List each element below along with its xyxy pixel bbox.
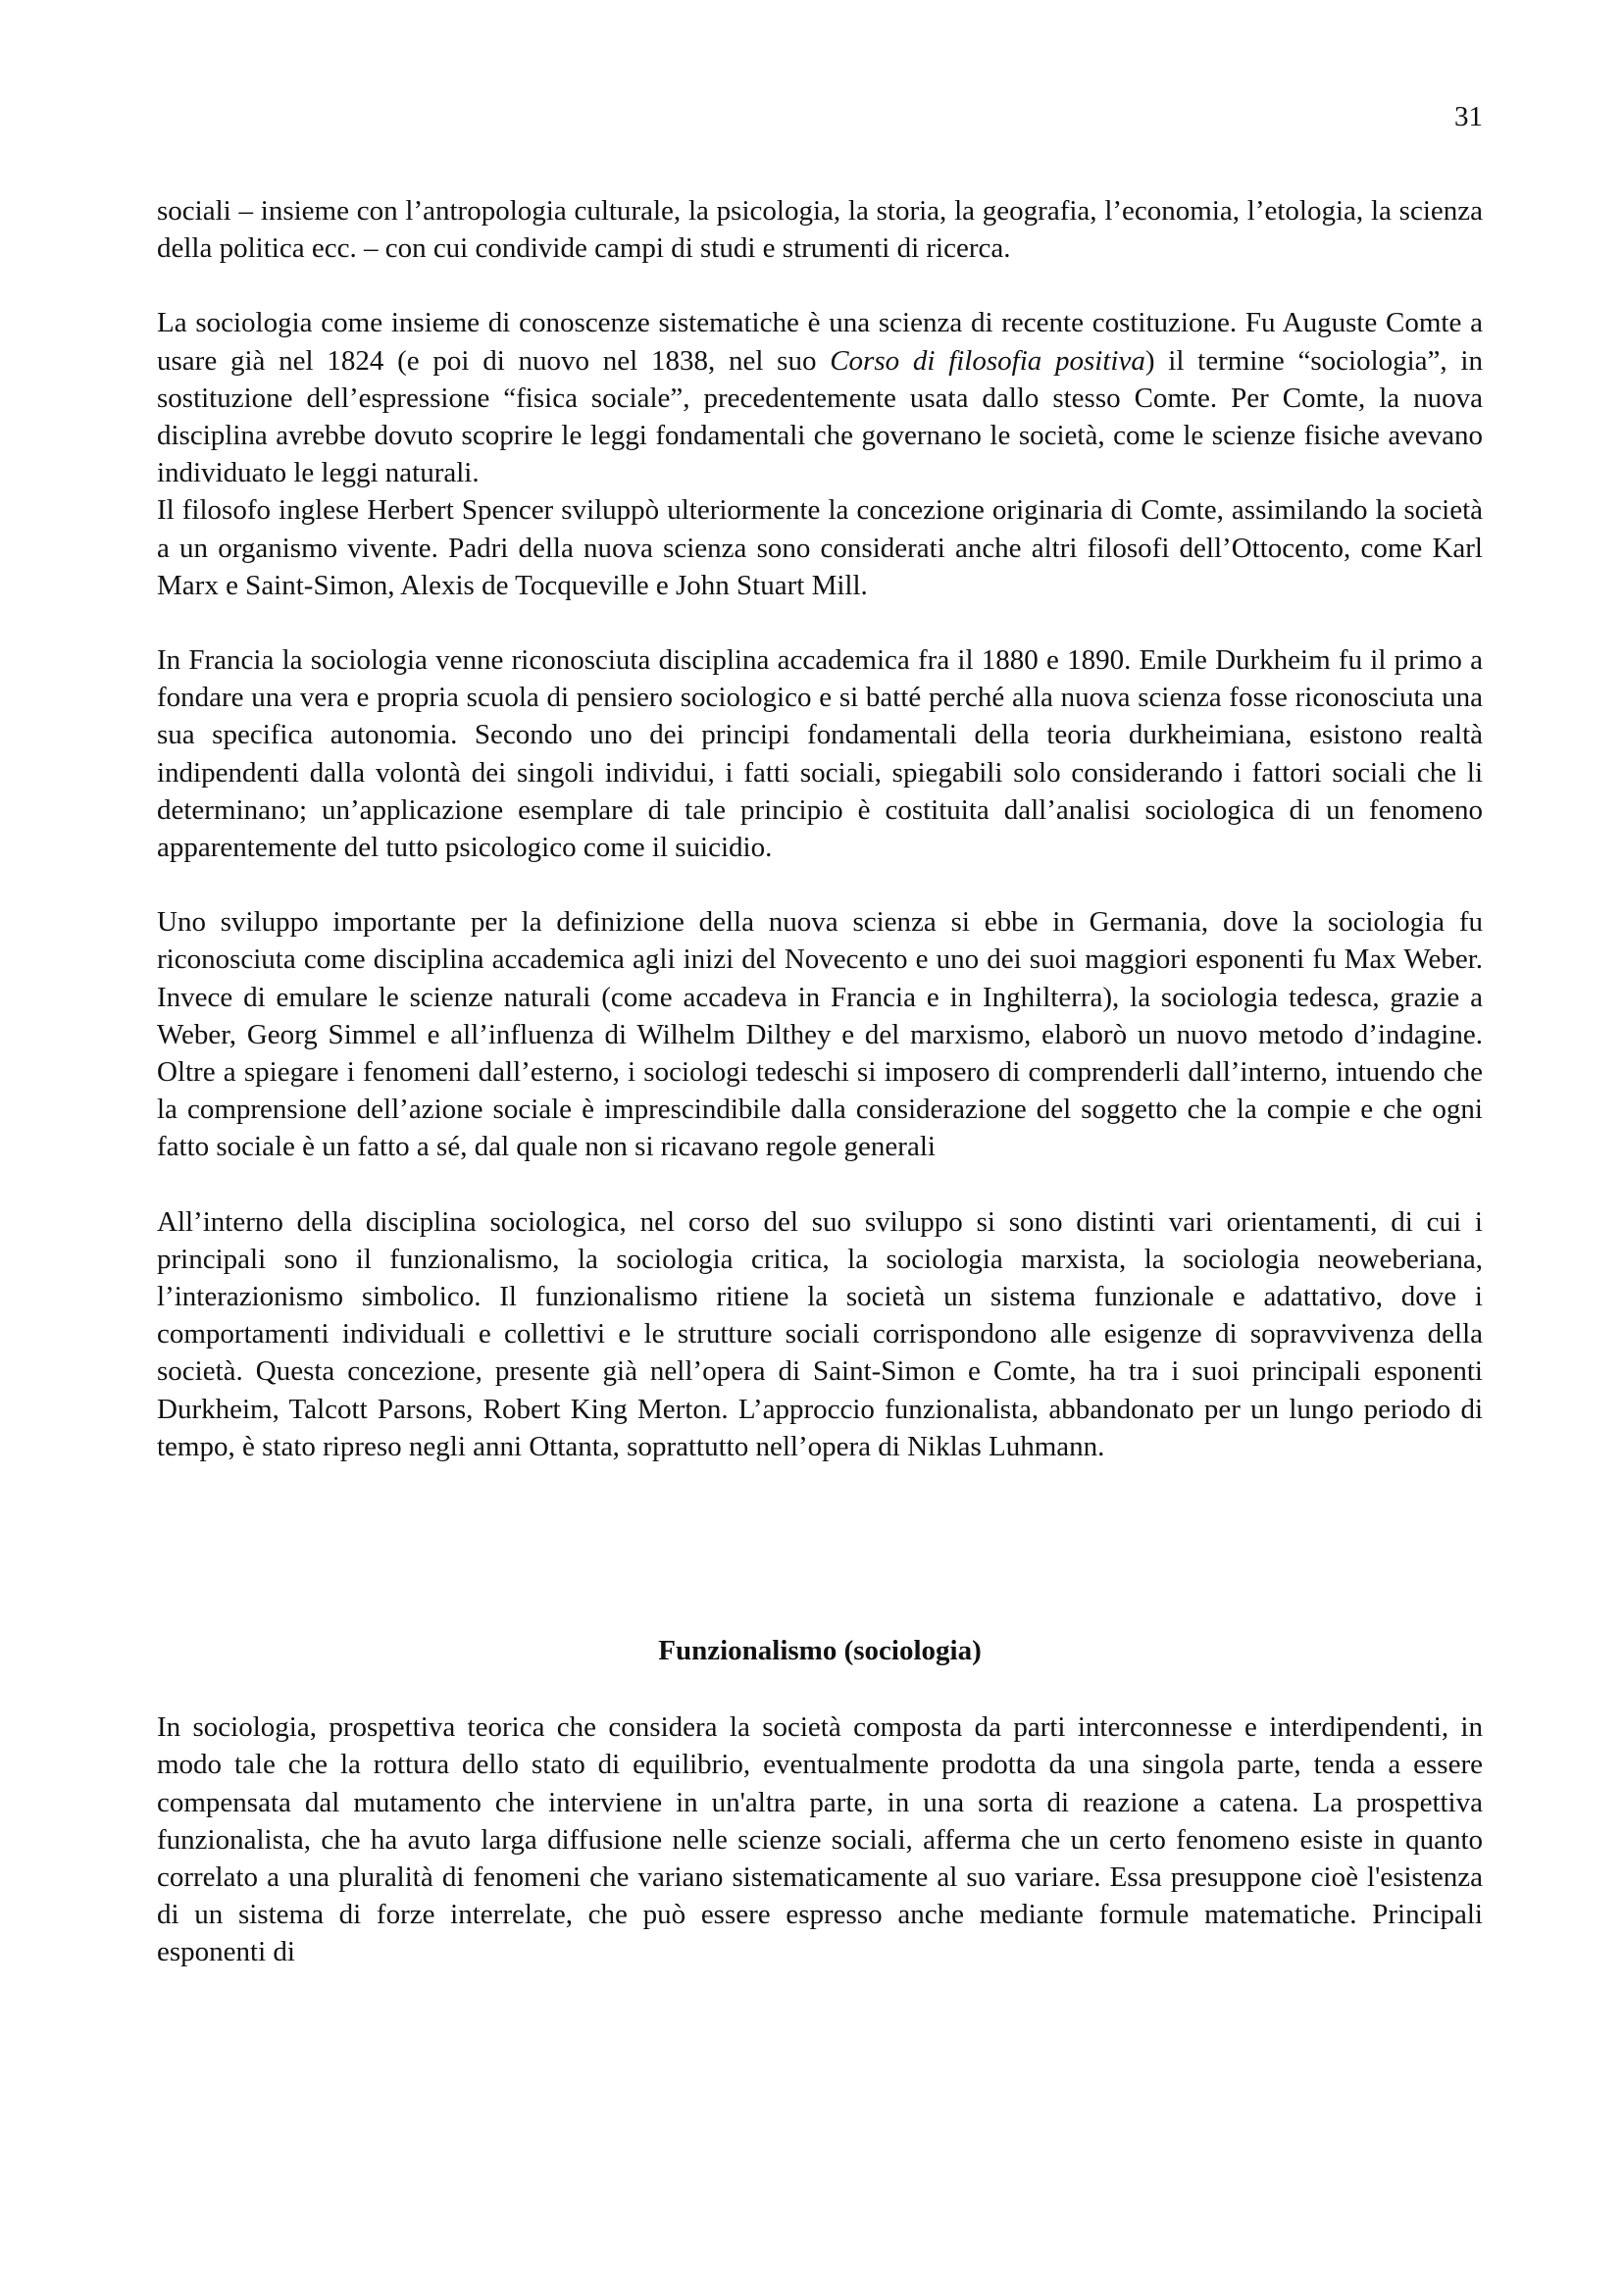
paragraph-3: Il filosofo inglese Herbert Spencer sviluppò ulteriormente la concezione originaria di Comte, assimilando la società a un organismo vivente. Padri della nuova scienza sono considerati anche altri filosofi dell’Ottocento, come Karl Marx e Saint-Simon, Alexis de Tocqueville e John Stuart Mill. [157,494,1483,601]
paragraph-4: In Francia la sociologia venne riconosciuta disciplina accademica fra il 1880 e 1890. Emile Durkheim fu il primo a fondare una vera e propria scuola di pensiero sociologico e si batté perché alla nuova scienza fosse riconosciuta una sua specifica autonomia. Secondo uno dei principi fondamentali della teoria durkheimiana, esistono realtà indipendenti dalla volontà dei singoli individui, i fatti sociali, spiegabili solo considerando i fattori sociali che li determinano; un’applicazione esemplare di tale principio è costituita dall’analisi sociologica di un fenomeno apparentemente del tutto psicologico come il suicidio. [157,644,1483,864]
section-heading: Funzionalismo (sociologia) [658,1635,982,1667]
paragraph-2-text-b: ) il termine “sociologia”, in sostituzione dell’espressione “fisica sociale”, precedentemente usata dallo stesso Comte. Per Comte, la nuova disciplina avrebbe dovuto scoprire le leggi fondamentali che governano le società, come le scienze fisiche avevano individuato le leggi naturali. [157,344,1483,489]
paragraph-6: All’interno della disciplina sociologica, nel corso del suo sviluppo si sono distinti vari orientamenti, di cui i principali sono il funzionalismo, la sociologia critica, la sociologia marxista, la sociologia neoweberiana, l’interazionismo simbolico. Il funzionalismo ritiene la società un sistema funzionale e adattativo, dove i comportamenti individuali e collettivi e le strutture sociali corrispondono alle esigenze di sopravvivenza della società. Questa concezione, presente già nell’opera di Saint-Simon e Comte, ha tra i suoi principali esponenti Durkheim, Talcott Parsons, Robert King Merton. L’approccio funzionalista, abbandonato per un lungo periodo di tempo, è stato ripreso negli anni Ottanta, soprattutto nell’opera di Niklas Luhmann. [157,1205,1483,1462]
book-title: Corso di filosofia positiva [830,344,1145,377]
paragraph-1: sociali – insieme con l’antropologia culturale, la psicologia, la storia, la geografia, l’economia, l’etologia, la scienza della politica ecc. – con cui condivide campi di studi e strumenti di ricerca. [157,195,1483,265]
page-number: 31 [1454,101,1483,132]
paragraph-2 [157,304,1483,491]
paragraph-2-text-a: La sociologia come insieme di conoscenze sistematiche è una scienza di recente costituzione. Fu Auguste Comte a usare già nel 1824 (e poi di nuovo nel 1838, nel suo [157,307,1483,377]
paragraph-5: Uno sviluppo importante per la definizione della nuova scienza si ebbe in Germania, dove la sociologia fu riconosciuta come disciplina accademica agli inizi del Novecento e uno dei suoi maggiori esponenti fu Max Weber. Invece di emulare le scienze naturali (come accadeva in Francia e in Inghilterra), la sociologia tedesca, grazie a Weber, Georg Simmel e all’influenza di Wilhelm Dilthey e del marxismo, elaborò un nuovo metodo d’indagine. Oltre a spiegare i fenomeni dall’esterno, i sociologi tedeschi si imposero di comprenderli dall’interno, intuendo che la comprensione dell’azione sociale è imprescindibile dalla considerazione del soggetto che la compie e che ogni fatto sociale è un fatto a sé, dal quale non si ricavano regole generali [157,906,1483,1163]
paragraph-7: In sociologia, prospettiva teorica che considera la società composta da parti interconnesse e interdipendenti, in modo tale che la rottura dello stato di equilibrio, eventualmente prodotta da una singola parte, tenda a essere compensata dal mutamento che interviene in un'altra parte, in una sorta di reazione a catena. La prospettiva funzionalista, che ha avuto larga diffusione nelle scienze sociali, afferma che un certo fenomeno esiste in quanto correlato a una pluralità di fenomeni che variano sistematicamente al suo variare. Essa presuppone cioè l'esistenza di un sistema di forze interrelate, che può essere espresso anche mediante formule matematiche. Principali esponenti di [157,1711,1483,1968]
document-body [157,192,1483,1971]
